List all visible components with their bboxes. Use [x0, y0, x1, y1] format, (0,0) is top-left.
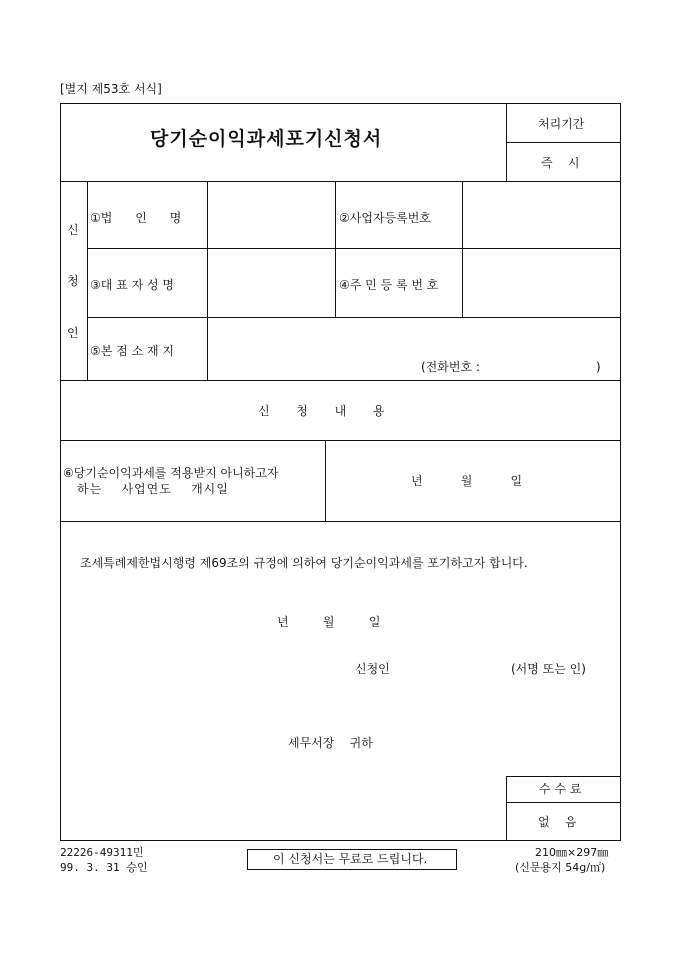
content-header: 신 청 내 용 — [258, 404, 385, 418]
addressee: 세무서장 귀하 — [288, 736, 373, 750]
fee-label: 수 수 료 — [539, 782, 582, 796]
sign-date[interactable]: 년 월 일 — [277, 615, 381, 629]
corp-name-label: ①법 인 명 — [90, 211, 182, 225]
item6-label-line2: 하는 사업연도 개시일 — [77, 482, 229, 496]
applicant-side-label-2: 청 — [67, 274, 79, 288]
applicant-side-label-1: 신 — [67, 223, 79, 237]
paper-type: (신문용지 54g/㎡) — [515, 861, 606, 874]
statement: 조세특례제한법시행령 제69조의 규정에 의하여 당기순이익과세를 포기하고자 합니다. — [80, 556, 528, 570]
rep-name-field[interactable] — [209, 251, 333, 315]
corp-name-field[interactable] — [209, 184, 333, 246]
processing-period-label: 처리기간 — [538, 117, 585, 131]
fee-value: 없 음 — [538, 815, 577, 829]
applicant-sign-label: 신청인 — [355, 662, 390, 676]
approval-date: 99. 3. 31 승인 — [60, 861, 148, 874]
phone-close: ) — [596, 360, 601, 374]
processing-period-value: 즉 시 — [541, 156, 580, 170]
biz-reg-number-field[interactable] — [464, 184, 619, 246]
item6-date[interactable]: 년 월 일 — [411, 474, 523, 488]
resident-reg-number-field[interactable] — [464, 251, 619, 315]
form-label: [별지 제53호 서식] — [60, 82, 162, 96]
address-field[interactable] — [209, 320, 619, 378]
biz-reg-number-label: ②사업자등록번호 — [339, 211, 431, 225]
phone-label: (전화번호 : — [421, 360, 480, 374]
free-notice: 이 신청서는 무료로 드립니다. — [273, 852, 428, 866]
item6-label-line1: ⑥당기순이익과세를 적용받지 아니하고자 — [63, 466, 279, 480]
resident-reg-number-label: ④주 민 등 록 번 호 — [339, 278, 439, 292]
form-title: 당기순이익과세포기신청서 — [150, 128, 383, 150]
form-code: 22226-49311민 — [60, 846, 144, 859]
applicant-side-label-3: 인 — [67, 326, 79, 340]
sign-or-seal-note: (서명 또는 인) — [511, 662, 586, 676]
address-label: ⑤본 점 소 재 지 — [90, 344, 174, 358]
paper-size: 210㎜×297㎜ — [535, 846, 609, 859]
rep-name-label: ③대 표 자 성 명 — [90, 278, 174, 292]
